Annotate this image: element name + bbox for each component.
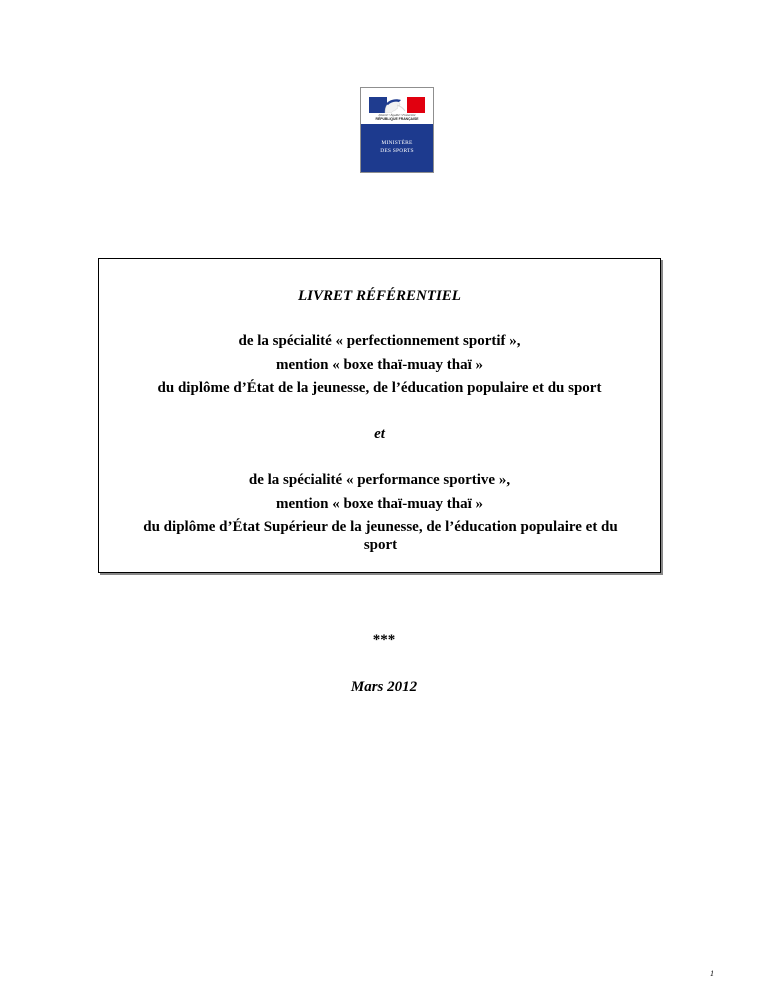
mention-line-1: mention « boxe thaï-muay thaï » xyxy=(275,357,484,373)
marianne-flag-icon xyxy=(369,97,425,113)
marianne-emblem xyxy=(361,88,433,124)
ministry-logo xyxy=(360,87,434,173)
separator-stars: *** xyxy=(372,632,396,648)
logo-motto: Liberté • Égalité • Fraternité xyxy=(378,113,416,117)
diploma-line-2: du diplôme d’État Supérieur de la jeunesse, de l’éducation populaire et du sport xyxy=(143,519,618,553)
diploma-line-1: du diplôme d’État de la jeunesse, de l’éducation populaire et du sport xyxy=(157,380,602,396)
logo-republic-name: RÉPUBLIQUE FRANÇAISE xyxy=(375,117,419,121)
speciality-line-2: de la spécialité « performance sportive », xyxy=(248,472,511,488)
document-date: Mars 2012 xyxy=(350,679,418,695)
connector-et: et xyxy=(374,426,385,442)
speciality-line-1: de la spécialité « perfectionnement sportif », xyxy=(238,333,521,349)
title-frame xyxy=(98,258,661,573)
logo-ministry-name xyxy=(361,140,433,155)
mention-line-2: mention « boxe thaï-muay thaï » xyxy=(275,496,484,512)
document-title: LIVRET RÉFÉRENTIEL xyxy=(298,288,461,304)
logo-ministry-line1: MINISTÈRE xyxy=(381,140,413,146)
logo-ministry-panel xyxy=(361,124,433,172)
logo-ministry-line2: DES SPORTS xyxy=(380,147,414,154)
page-number: 1 xyxy=(710,969,714,978)
